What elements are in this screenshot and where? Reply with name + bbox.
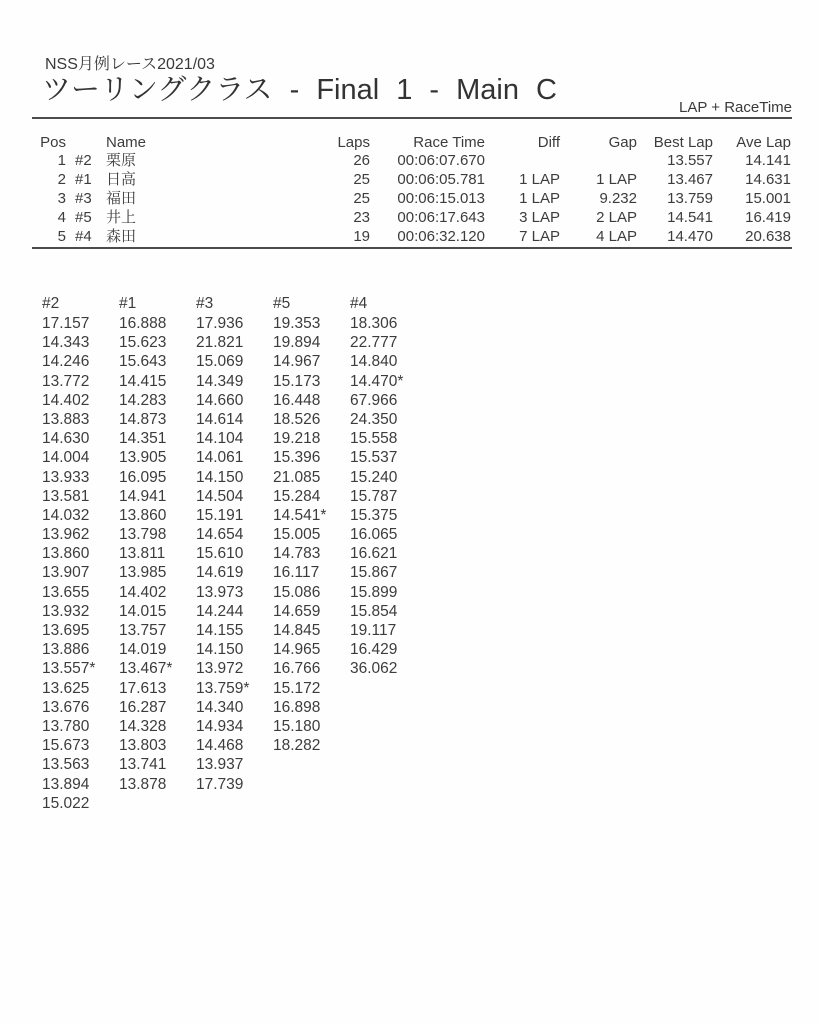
lap-chart-row <box>42 640 442 659</box>
result-cell-best-lap: 13.557 <box>667 152 713 169</box>
lap-chart-row <box>42 794 442 813</box>
result-cell-car: #2 <box>75 152 92 169</box>
lap-chart-row <box>42 448 442 467</box>
lap-time-cell: 18.306 <box>350 315 398 332</box>
result-cell-name: 栗原 <box>106 152 137 169</box>
lap-time-cell: 14.402 <box>119 583 167 601</box>
results-header-pos: Pos <box>40 134 66 151</box>
lap-time-cell: 15.558 <box>350 430 398 448</box>
lap-time-cell: 15.643 <box>119 353 167 371</box>
lap-time-cell <box>273 794 350 813</box>
lap-time-cell: 14.941 <box>119 487 167 505</box>
results-header-gap: Gap <box>608 134 637 151</box>
lap-time-cell <box>350 717 427 736</box>
lap-time-cell: 14.150 <box>196 641 244 659</box>
result-cell-laps: 23 <box>353 209 370 226</box>
lap-chart-row <box>42 679 442 698</box>
lap-time-cell: 14.402 <box>42 391 90 409</box>
result-cell-car: #3 <box>75 190 92 207</box>
lap-time-cell: 15.673 <box>42 737 90 755</box>
lap-time-cell: 15.284 <box>273 487 321 505</box>
result-row <box>32 227 791 246</box>
lap-time-cell: 15.005 <box>273 526 321 544</box>
result-cell-ave-lap: 16.419 <box>745 209 791 226</box>
lap-chart-row <box>42 314 442 333</box>
lap-chart-row <box>42 602 442 621</box>
result-cell-laps: 19 <box>353 228 370 245</box>
lap-time-cell: 14.343 <box>42 334 90 352</box>
lap-time-cell <box>350 698 427 717</box>
lap-time-cell: 19.353 <box>273 315 321 332</box>
lap-chart-row <box>42 506 442 525</box>
lap-chart-row <box>42 429 442 448</box>
lap-time-cell: 14.032 <box>42 506 90 524</box>
lap-time-cell: 13.860 <box>119 506 167 524</box>
result-row <box>32 170 791 189</box>
lap-time-cell: 16.621 <box>350 545 398 563</box>
lap-time-cell: 16.766 <box>273 660 321 678</box>
lap-time-cell: 16.287 <box>119 698 167 716</box>
lap-time-cell: 15.537 <box>350 449 398 467</box>
lap-time-cell: 14.019 <box>119 641 167 659</box>
lap-time-cell: 13.883 <box>42 410 90 428</box>
lap-chart-row <box>42 391 442 410</box>
lap-time-cell: 22.777 <box>350 334 398 352</box>
lap-chart <box>42 294 442 813</box>
lap-time-cell: 15.396 <box>273 449 321 467</box>
lap-time-cell: 14.150 <box>196 468 244 486</box>
lap-chart-header-car-5: #5 <box>273 295 291 312</box>
lap-time-cell: 15.172 <box>273 679 321 697</box>
lap-time-cell: 15.180 <box>273 717 321 735</box>
lap-time-cell: 14.415 <box>119 372 167 390</box>
lap-time-cell: 15.022 <box>42 794 90 812</box>
lap-time-cell: 18.526 <box>273 410 321 428</box>
lap-time-cell <box>350 775 427 794</box>
result-cell-pos: 1 <box>57 152 66 169</box>
lap-chart-header-car-3: #3 <box>196 295 214 312</box>
lap-time-cell: 14.967 <box>273 353 321 371</box>
lap-chart-header-car-2: #2 <box>42 295 60 312</box>
result-cell-car: #1 <box>75 171 92 188</box>
result-cell-race-time: 00:06:32.120 <box>397 228 485 245</box>
lap-time-cell: 15.787 <box>350 487 398 505</box>
result-cell-gap <box>560 151 637 170</box>
lap-time-cell: 21.821 <box>196 334 244 352</box>
lap-time-cell <box>196 794 273 813</box>
result-cell-ave-lap: 15.001 <box>745 190 791 207</box>
lap-time-cell: 14.061 <box>196 449 244 467</box>
results-table-body <box>32 151 791 246</box>
result-cell-diff <box>485 151 560 170</box>
lap-time-cell: 13.557* <box>42 660 96 678</box>
lap-time-cell: 14.659 <box>273 602 321 620</box>
lap-time-cell: 15.899 <box>350 583 398 601</box>
results-header-diff: Diff <box>537 134 560 151</box>
lap-time-cell: 14.873 <box>119 410 167 428</box>
lap-time-cell: 15.086 <box>273 583 321 601</box>
lap-time-cell: 14.470* <box>350 372 404 390</box>
result-cell-diff: 7 LAP <box>519 228 560 245</box>
lap-time-cell: 13.905 <box>119 449 167 467</box>
lap-chart-row <box>42 544 442 563</box>
lap-time-cell: 21.085 <box>273 468 321 486</box>
result-cell-race-time: 00:06:05.781 <box>397 171 485 188</box>
lap-time-cell: 14.630 <box>42 430 90 448</box>
result-cell-gap: 4 LAP <box>596 228 637 245</box>
results-header-car <box>66 134 100 151</box>
result-cell-car: #4 <box>75 228 92 245</box>
lap-time-cell: 13.757 <box>119 622 167 639</box>
lap-time-cell: 13.676 <box>42 698 90 716</box>
result-cell-race-time: 00:06:17.643 <box>397 209 485 226</box>
lap-chart-row <box>42 563 442 582</box>
lap-time-cell: 13.894 <box>42 775 90 793</box>
lap-time-cell: 13.985 <box>119 564 167 582</box>
lap-chart-header-car-4: #4 <box>350 295 368 312</box>
lap-time-cell: 16.448 <box>273 391 321 409</box>
lap-time-cell: 13.655 <box>42 583 90 601</box>
lap-time-cell: 13.625 <box>42 679 90 697</box>
lap-chart-row <box>42 372 442 391</box>
lap-time-cell: 15.867 <box>350 564 398 582</box>
lap-time-cell <box>350 794 427 813</box>
lap-time-cell: 14.104 <box>196 430 244 448</box>
lap-time-cell: 16.095 <box>119 468 167 486</box>
lap-chart-row <box>42 698 442 717</box>
results-header-laps: Laps <box>337 134 370 151</box>
lap-time-cell: 13.759* <box>196 679 250 697</box>
lap-chart-row <box>42 468 442 487</box>
result-cell-ave-lap: 14.631 <box>745 171 791 188</box>
lap-time-cell: 13.932 <box>42 602 90 620</box>
lap-time-cell <box>273 755 350 774</box>
lap-time-cell: 14.783 <box>273 545 321 563</box>
lap-time-cell: 13.798 <box>119 526 167 544</box>
lap-time-cell: 13.741 <box>119 756 167 774</box>
result-cell-laps: 25 <box>353 190 370 207</box>
lap-time-cell: 14.246 <box>42 353 90 371</box>
lap-time-cell: 14.283 <box>119 391 167 409</box>
lap-time-cell <box>350 736 427 755</box>
lap-time-cell: 15.191 <box>196 506 244 524</box>
results-header-row <box>32 134 791 151</box>
result-cell-gap: 1 LAP <box>596 171 637 188</box>
lap-chart-body <box>42 314 442 813</box>
lap-chart-row <box>42 487 442 506</box>
lap-time-cell: 13.933 <box>42 468 90 486</box>
lap-time-cell: 19.894 <box>273 334 321 352</box>
lap-time-cell: 15.240 <box>350 468 398 486</box>
result-cell-name: 森田 <box>106 228 137 245</box>
result-cell-pos: 2 <box>57 171 66 188</box>
lap-time-cell: 15.610 <box>196 545 244 563</box>
lap-time-cell: 13.972 <box>196 660 244 678</box>
lap-time-cell: 13.803 <box>119 737 167 755</box>
lap-time-cell: 16.117 <box>273 564 320 582</box>
lap-time-cell: 14.349 <box>196 372 244 390</box>
result-cell-diff: 3 LAP <box>519 209 560 226</box>
lap-time-cell: 15.854 <box>350 602 398 620</box>
lap-time-cell: 17.157 <box>42 315 90 332</box>
lap-chart-header-car-1: #1 <box>119 295 137 312</box>
lap-time-cell: 16.065 <box>350 526 398 544</box>
result-cell-ave-lap: 14.141 <box>745 152 791 169</box>
lap-time-cell: 19.218 <box>273 430 321 448</box>
lap-time-cell: 13.581 <box>42 487 90 505</box>
lap-chart-row <box>42 583 442 602</box>
results-header-name: Name <box>106 134 147 151</box>
lap-chart-row <box>42 525 442 544</box>
lap-time-cell: 14.155 <box>196 622 244 639</box>
lap-time-cell: 14.004 <box>42 449 90 467</box>
results-divider <box>32 247 792 249</box>
result-row <box>32 208 791 227</box>
lap-time-cell: 17.936 <box>196 315 244 332</box>
lap-time-cell: 13.563 <box>42 756 90 774</box>
result-cell-ave-lap: 20.638 <box>745 228 791 245</box>
lap-time-cell <box>119 794 196 813</box>
lap-chart-row <box>42 736 442 755</box>
lap-time-cell: 13.886 <box>42 641 90 659</box>
result-cell-gap: 2 LAP <box>596 209 637 226</box>
lap-time-cell: 13.467* <box>119 660 173 678</box>
lap-time-cell: 14.660 <box>196 391 244 409</box>
result-cell-name: 井上 <box>106 209 137 226</box>
lap-chart-row <box>42 755 442 774</box>
lap-time-cell: 13.962 <box>42 526 90 544</box>
result-row <box>32 151 791 170</box>
result-cell-race-time: 00:06:07.670 <box>397 152 485 169</box>
lap-time-cell: 24.350 <box>350 410 398 428</box>
result-cell-gap: 9.232 <box>599 190 637 207</box>
lap-time-cell: 13.973 <box>196 583 244 601</box>
lap-time-cell: 17.739 <box>196 775 244 793</box>
result-cell-car: #5 <box>75 209 92 226</box>
race-title: ツーリングクラス - Final 1 - Main C <box>42 74 557 106</box>
result-row <box>32 189 791 208</box>
lap-time-cell: 14.934 <box>196 717 244 735</box>
result-cell-race-time: 00:06:15.013 <box>397 190 485 207</box>
lap-chart-row <box>42 410 442 429</box>
lap-chart-row <box>42 775 442 794</box>
lap-time-cell: 14.541* <box>273 506 327 524</box>
result-cell-diff: 1 LAP <box>519 171 560 188</box>
result-cell-pos: 3 <box>57 190 66 207</box>
lap-time-cell: 15.375 <box>350 506 398 524</box>
lap-time-cell: 14.504 <box>196 487 244 505</box>
result-cell-best-lap: 14.541 <box>667 209 713 226</box>
lap-time-cell: 13.695 <box>42 622 90 639</box>
lap-time-cell <box>350 679 427 698</box>
results-header-ave-lap: Ave Lap <box>736 134 791 151</box>
lap-time-cell: 13.937 <box>196 756 244 774</box>
result-cell-laps: 25 <box>353 171 370 188</box>
lap-time-cell: 13.772 <box>42 372 90 390</box>
result-cell-best-lap: 14.470 <box>667 228 713 245</box>
lap-time-cell: 14.328 <box>119 717 167 735</box>
lap-time-cell: 14.468 <box>196 737 244 755</box>
lap-time-cell: 18.282 <box>273 737 321 755</box>
result-cell-best-lap: 13.467 <box>667 171 713 188</box>
lap-time-cell: 15.069 <box>196 353 244 371</box>
lap-chart-row <box>42 659 442 678</box>
lap-time-cell: 14.614 <box>196 410 244 428</box>
lap-time-cell: 14.654 <box>196 526 244 544</box>
lap-time-cell: 14.619 <box>196 564 244 582</box>
lap-time-cell: 17.613 <box>119 679 167 697</box>
lap-time-cell: 13.860 <box>42 545 90 563</box>
lap-chart-header-row <box>42 294 442 314</box>
result-cell-pos: 5 <box>57 228 66 245</box>
lap-time-cell <box>273 775 350 794</box>
lap-time-cell: 14.244 <box>196 602 244 620</box>
lap-time-cell: 19.117 <box>350 622 397 639</box>
lap-chart-row <box>42 717 442 736</box>
results-header-race-time: Race Time <box>413 134 485 151</box>
lap-time-cell <box>350 755 427 774</box>
header-divider <box>32 117 792 119</box>
lap-time-cell: 13.811 <box>119 545 166 563</box>
lap-chart-row <box>42 333 442 352</box>
lap-chart-row <box>42 621 442 640</box>
lap-time-cell: 14.351 <box>119 430 167 448</box>
result-cell-diff: 1 LAP <box>519 190 560 207</box>
result-cell-pos: 4 <box>57 209 66 226</box>
lap-time-cell: 67.966 <box>350 391 398 409</box>
lap-time-cell: 14.840 <box>350 353 398 371</box>
lap-chart-row <box>42 352 442 371</box>
lap-time-cell: 16.429 <box>350 641 398 659</box>
result-cell-best-lap: 13.759 <box>667 190 713 207</box>
lap-time-cell: 14.965 <box>273 641 321 659</box>
timing-mode-label: LAP + RaceTime <box>679 99 792 116</box>
event-title: NSS月例レース2021/03 <box>45 56 215 73</box>
lap-time-cell: 14.340 <box>196 698 244 716</box>
lap-time-cell: 16.898 <box>273 698 321 716</box>
result-cell-laps: 26 <box>353 152 370 169</box>
lap-time-cell: 16.888 <box>119 315 167 332</box>
lap-time-cell: 14.015 <box>119 602 167 620</box>
lap-time-cell: 13.907 <box>42 564 90 582</box>
result-cell-name: 日高 <box>106 171 137 188</box>
lap-time-cell: 13.780 <box>42 717 90 735</box>
result-cell-name: 福田 <box>106 190 137 207</box>
lap-time-cell: 36.062 <box>350 660 398 678</box>
lap-time-cell: 15.623 <box>119 334 167 352</box>
lap-time-cell: 14.845 <box>273 622 321 639</box>
results-table <box>32 134 791 246</box>
lap-time-cell: 13.878 <box>119 775 167 793</box>
results-header-best-lap: Best Lap <box>653 134 713 151</box>
lap-time-cell: 15.173 <box>273 372 321 390</box>
